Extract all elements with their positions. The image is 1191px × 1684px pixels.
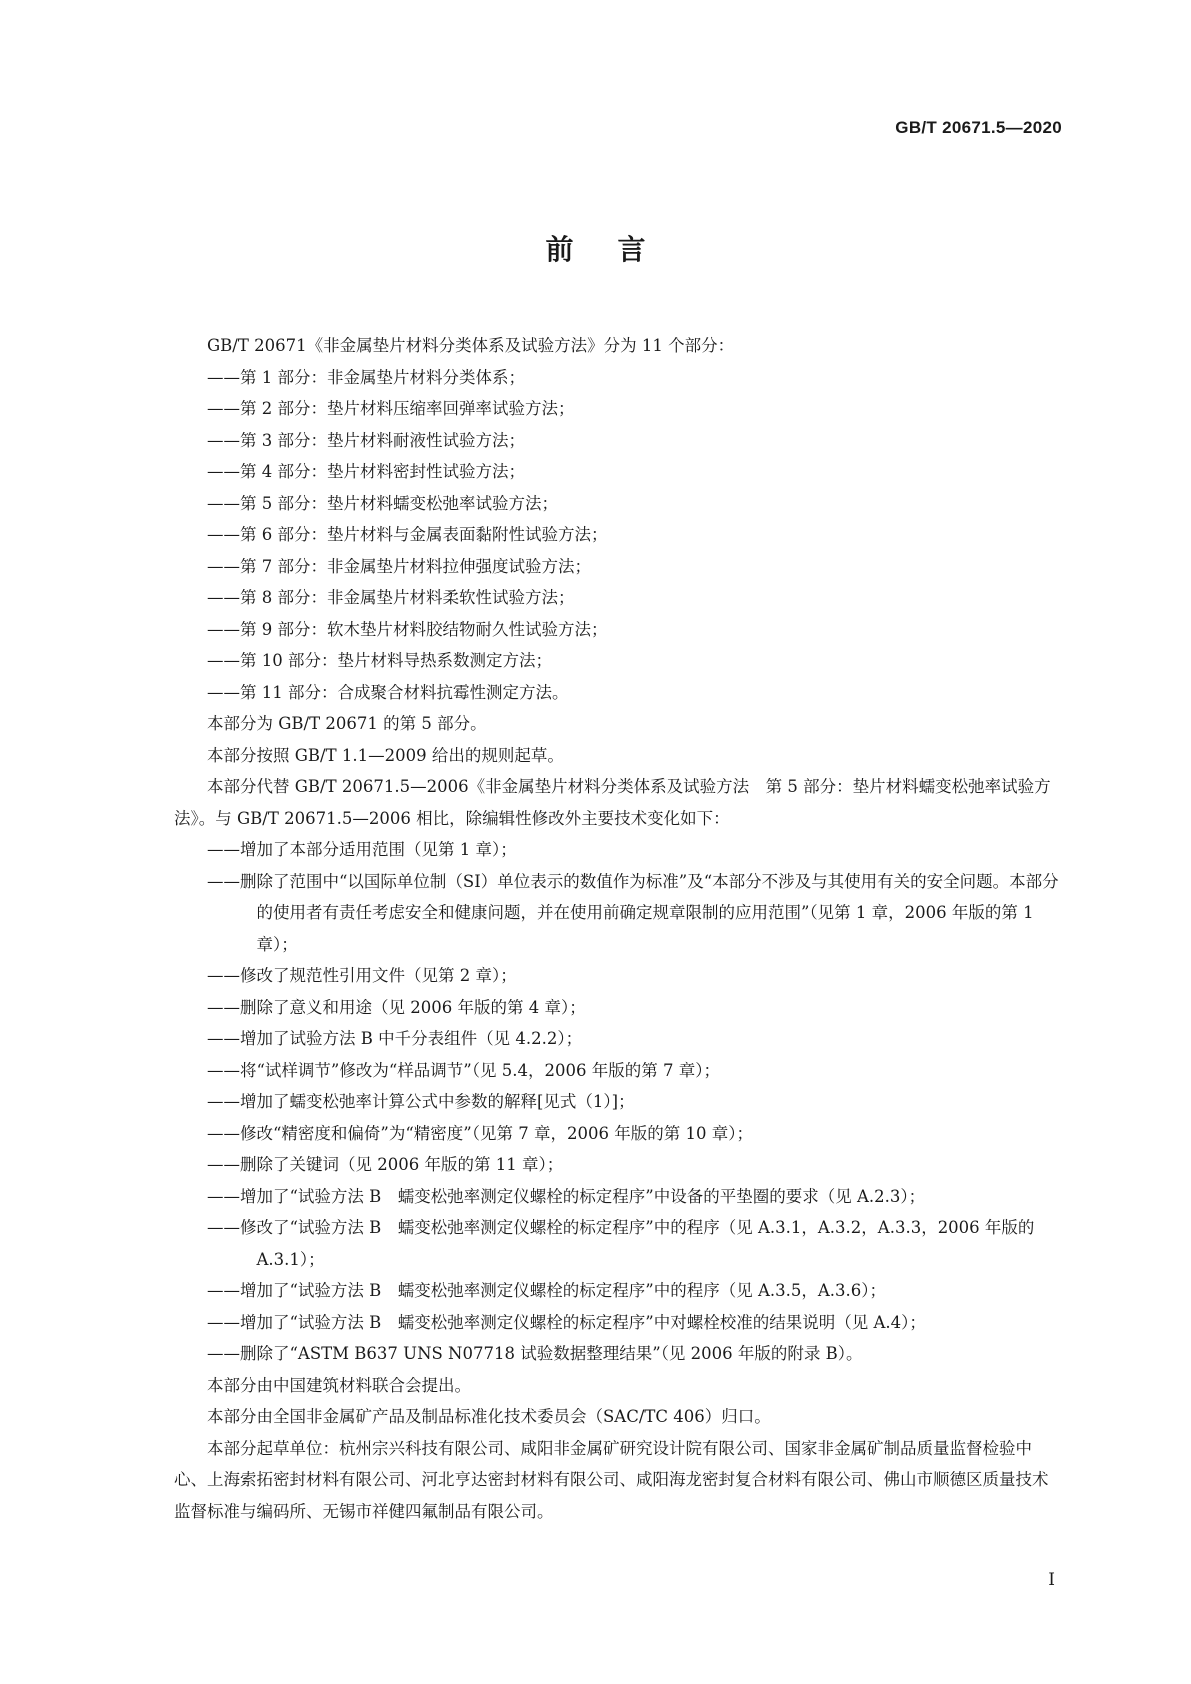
statement-committee: 本部分由全国非金属矿产品及制品标准化技术委员会（SAC/TC 406）归口。 (207, 1407, 771, 1426)
statement-part: 本部分为 GB/T 20671 的第 5 部分。 (207, 714, 487, 733)
statement-replace: 本部分代替 GB/T 20671.5—2006《非金属垫片材料分类体系及试验方法 第 5 部分：垫片材料蠕变松弛率试验方法》。与 GB/T 20671.5—2006 相比，除编辑性修改外主要技术变化如下： (174, 777, 1051, 828)
list-item: ——增加了“试验方法 B 蠕变松弛率测定仪螺栓的标定程序”中设备的平垫圈的要求（见 A.2.3）； (207, 1186, 926, 1206)
list-item: ——增加了“试验方法 B 蠕变松弛率测定仪螺栓的标定程序”中对螺栓校准的结果说明（见 A.4）； (207, 1312, 926, 1332)
list-item: ——第 10 部分：垫片材料导热系数测定方法； (207, 651, 552, 670)
list-item: ——删除了“ASTM B637 UNS N07718 试验数据整理结果”（见 2006 年版的附录 B）。 (207, 1344, 863, 1363)
statement-drafting: 本部分起草单位：杭州宗兴科技有限公司、咸阳非金属矿研究设计院有限公司、国家非金属矿制品质量监督检验中心、上海索拓密封材料有限公司、河北亨达密封材料有限公司、咸阳海龙密封复合材料有限公司、佛山市顺德区质量技术监督标准与编码所、无锡市祥健四氟制品有限公司。 (174, 1438, 1049, 1521)
list-item: ——第 1 部分：非金属垫片材料分类体系； (207, 367, 525, 387)
foreword-body (174, 330, 1059, 1527)
list-item: ——删除了意义和用途（见 2006 年版的第 4 章）； (207, 997, 586, 1017)
list-item: ——修改“精密度和偏倚”为“精密度”（见第 7 章，2006 年版的第 10 章）； (207, 1123, 753, 1143)
changes-list (174, 834, 1059, 1370)
list-item: ——删除了范围中“以国际单位制（SI）单位表示的数值作为标准”及“本部分不涉及与其使用有关的安全问题。本部分的使用者有责任考虑安全和健康问题，并在使用前确定规章限制的应用范围”（见第 1 章，2006 年版的第 1 章）； (207, 871, 1059, 954)
list-item: ——第 7 部分：非金属垫片材料拉伸强度试验方法； (207, 556, 591, 576)
parts-list (174, 362, 1059, 709)
list-item: ——增加了“试验方法 B 蠕变松弛率测定仪螺栓的标定程序”中的程序（见 A.3.5，A.3.6）； (207, 1281, 887, 1300)
page-title: 前言 (545, 233, 690, 266)
list-item: ——增加了蠕变松弛率计算公式中参数的解释[见式（1）]； (207, 1092, 635, 1111)
statement-rules: 本部分按照 GB/T 1.1—2009 给出的规则起草。 (207, 745, 564, 765)
list-item: ——第 4 部分：垫片材料密封性试验方法； (207, 462, 525, 481)
list-item: ——第 5 部分：垫片材料蠕变松弛率试验方法； (207, 493, 558, 513)
list-item: ——第 6 部分：垫片材料与金属表面黏附性试验方法； (207, 525, 608, 544)
page-number: I (1048, 1570, 1055, 1590)
list-item: ——第 3 部分：垫片材料耐液性试验方法； (207, 430, 525, 450)
list-item: ——第 11 部分：合成聚合材料抗霉性测定方法。 (207, 682, 569, 702)
list-item: ——第 2 部分：垫片材料压缩率回弹率试验方法； (207, 399, 575, 418)
list-item: ——将“试样调节”修改为“样品调节”（见 5.4，2006 年版的第 7 章）； (207, 1060, 720, 1080)
list-item: ——第 9 部分：软木垫片材料胶结物耐久性试验方法； (207, 619, 608, 639)
list-item: ——修改了规范性引用文件（见第 2 章）； (207, 966, 517, 985)
list-item: ——第 8 部分：非金属垫片材料柔软性试验方法； (207, 588, 575, 607)
intro-paragraph: GB/T 20671《非金属垫片材料分类体系及试验方法》分为 11 个部分： (207, 336, 735, 355)
list-item: ——增加了本部分适用范围（见第 1 章）； (207, 840, 517, 859)
standard-number: GB/T 20671.5—2020 (895, 118, 1062, 137)
list-item: ——修改了“试验方法 B 蠕变松弛率测定仪螺栓的标定程序”中的程序（见 A.3.1，A.3.2，A.3.3，2006 年版的 A.3.1）； (207, 1218, 1035, 1269)
list-item: ——删除了关键词（见 2006 年版的第 11 章）； (207, 1155, 564, 1174)
statement-proposed: 本部分由中国建筑材料联合会提出。 (207, 1375, 471, 1395)
list-item: ——增加了试验方法 B 中千分表组件（见 4.2.2）； (207, 1029, 583, 1048)
